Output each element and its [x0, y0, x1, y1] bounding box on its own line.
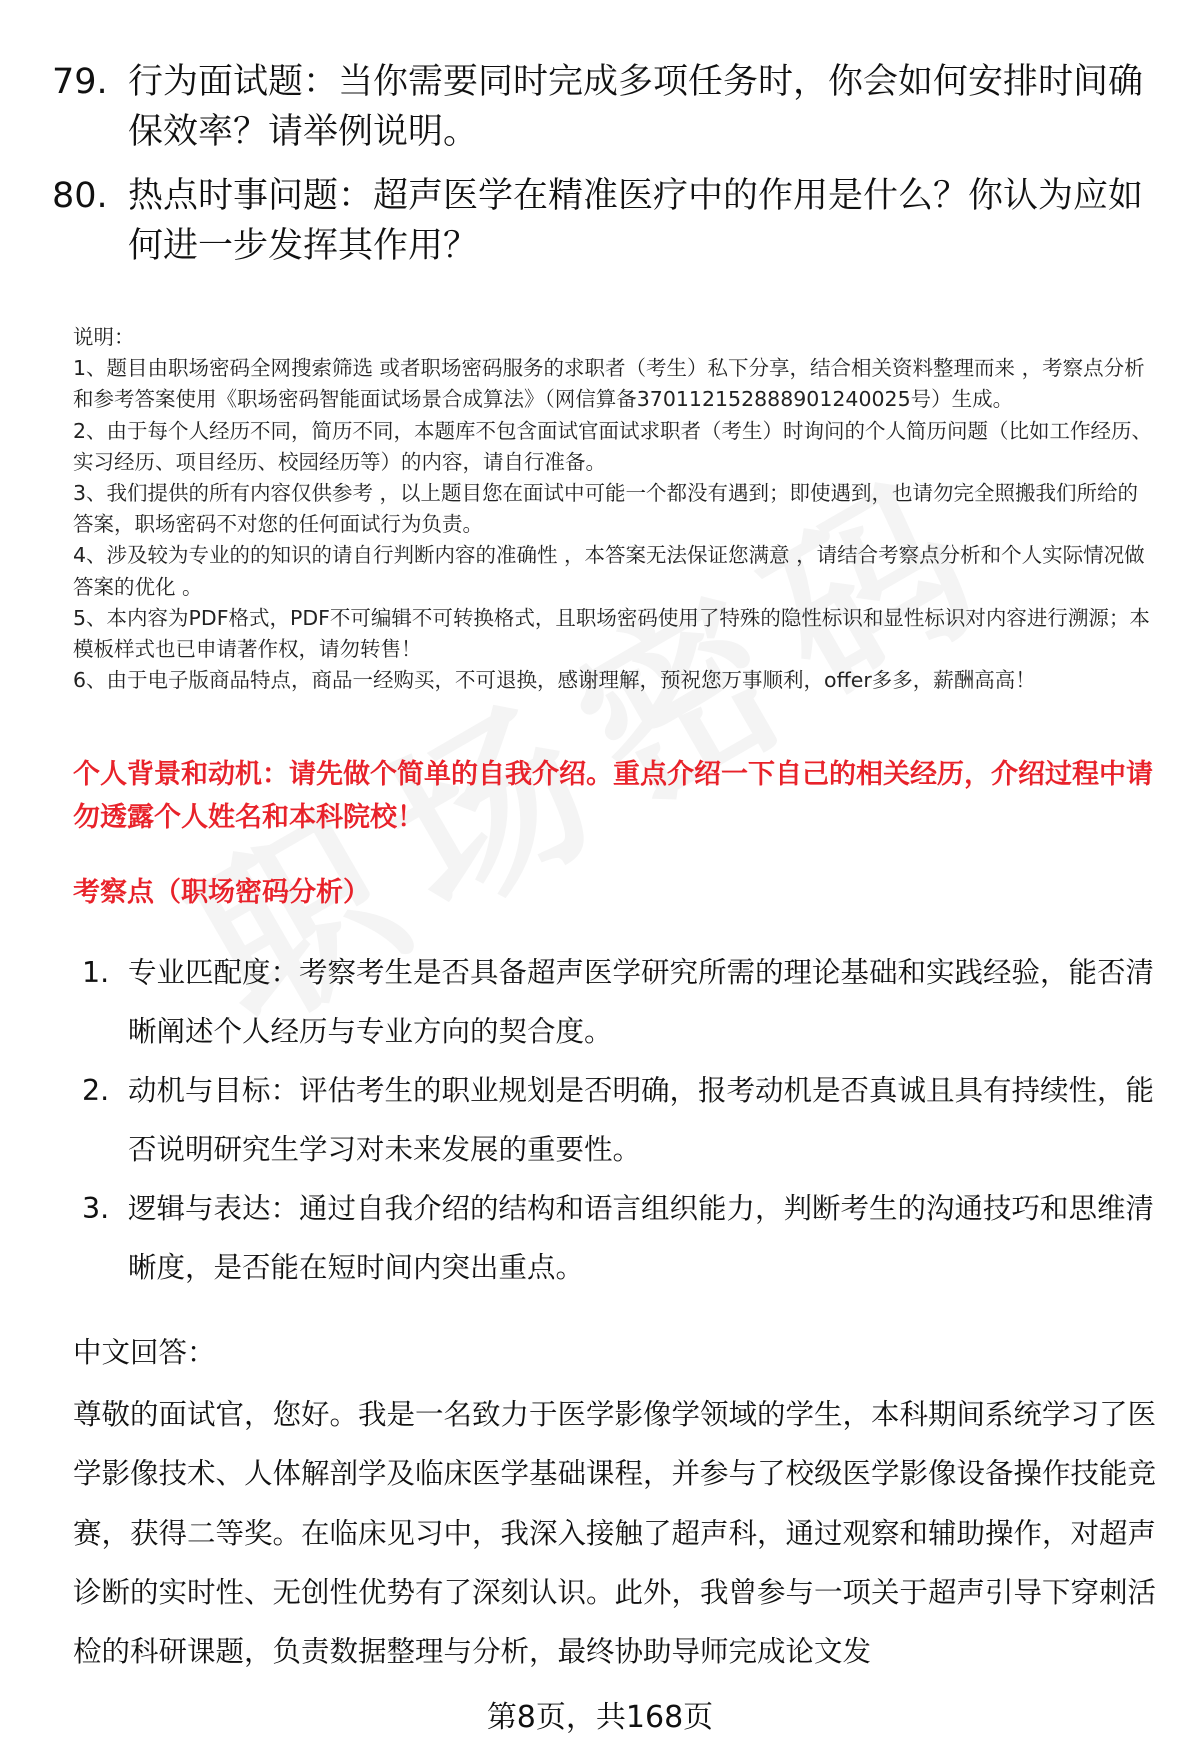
note-item: 6、由于电子版商品特点，商品一经购买，不可退换，感谢理解，预祝您万事顺利，offer多多，薪酬高高！ — [73, 668, 1036, 693]
question-number: 80. — [52, 176, 108, 216]
note-item: 3、我们提供的所有内容仅供参考 ，以上题目您在面试中可能一个都没有遇到；即使遇到，也请勿完全照搬我们所给的答案，职场密码不对您的任何面试行为负责。 — [73, 481, 1139, 537]
note-item: 4、涉及较为专业的的知识的请自行判断内容的准确性 ，本答案无法保证您满意 ，请结合考察点分析和个人实际情况做答案的优化 。 — [73, 543, 1145, 599]
question-80 — [52, 171, 1152, 271]
analysis-point — [82, 1179, 1157, 1297]
note-item: 2、由于每个人经历不同，简历不同，本题库不包含面试官面试求职者（考生）时询问的个人简历问题（比如工作经历、实习经历、项目经历、校园经历等）的内容，请自行准备。 — [73, 418, 1153, 474]
question-heading: 个人背景和动机：请先做个简单的自我介绍。重点介绍一下自己的相关经历，介绍过程中请勿透露个人姓名和本科院校！ — [73, 759, 1153, 833]
notes-title: 说明： — [73, 325, 135, 349]
page-footer: 第8页，共168页 — [486, 1700, 714, 1735]
question-text: 行为面试题：当你需要同时完成多项任务时，你会如何安排时间确保效率？请举例说明。 — [128, 62, 1144, 152]
analysis-point — [82, 1061, 1157, 1179]
notes-section — [73, 322, 1155, 696]
question-text: 热点时事问题：超声医学在精准医疗中的作用是什么？你认为应如何进一步发挥其作用？ — [128, 176, 1144, 266]
point-number: 3. — [82, 1192, 110, 1225]
point-text: 动机与目标：评估考生的职业规划是否明确，报考动机是否真诚且具有持续性，能否说明研究生学习对未来发展的重要性。 — [128, 1074, 1155, 1166]
question-number: 79. — [52, 62, 108, 102]
point-number: 2. — [82, 1074, 110, 1107]
analysis-point — [82, 943, 1157, 1061]
question-79 — [52, 57, 1152, 157]
note-item: 5、本内容为PDF格式，PDF不可编辑不可转换格式，且职场密码使用了特殊的隐性标识和显性标识对内容进行溯源；本模板样式也已申请著作权，请勿转售！ — [73, 605, 1150, 662]
answer-label: 中文回答： — [73, 1336, 216, 1369]
analysis-points — [82, 943, 1157, 1297]
point-text: 逻辑与表达：通过自我介绍的结构和语言组织能力，判断考生的沟通技巧和思维清晰度，是否能在短时间内突出重点。 — [128, 1192, 1155, 1284]
point-number: 1. — [82, 956, 110, 989]
analysis-heading: 考察点（职场密码分析） — [73, 877, 370, 908]
point-text: 专业匹配度：考察考生是否具备超声医学研究所需的理论基础和实践经验，能否清晰阐述个人经历与专业方向的契合度。 — [128, 956, 1155, 1048]
note-item: 1、题目由职场密码全网搜索筛选 或者职场密码服务的求职者（考生）私下分享，结合相关资料整理而来 ，考察点分析和参考答案使用《职场密码智能面试场景合成算法》（网信算备370112152888901240025号）生成。 — [73, 356, 1145, 412]
answer-text: 尊敬的面试官，您好。我是一名致力于医学影像学领域的学生，本科期间系统学习了医学影像技术、人体解剖学及临床医学基础课程，并参与了校级医学影像设备操作技能竞赛，获得二等奖。在临床见习中，我深入接触了超声科，通过观察和辅助操作，对超声诊断的实时性、无创性优势有了深刻认识。此外，我曾参与一项关于超声引导下穿刺活检的科研课题，负责数据整理与分析，最终协助导师完成论文发 — [73, 1398, 1157, 1669]
